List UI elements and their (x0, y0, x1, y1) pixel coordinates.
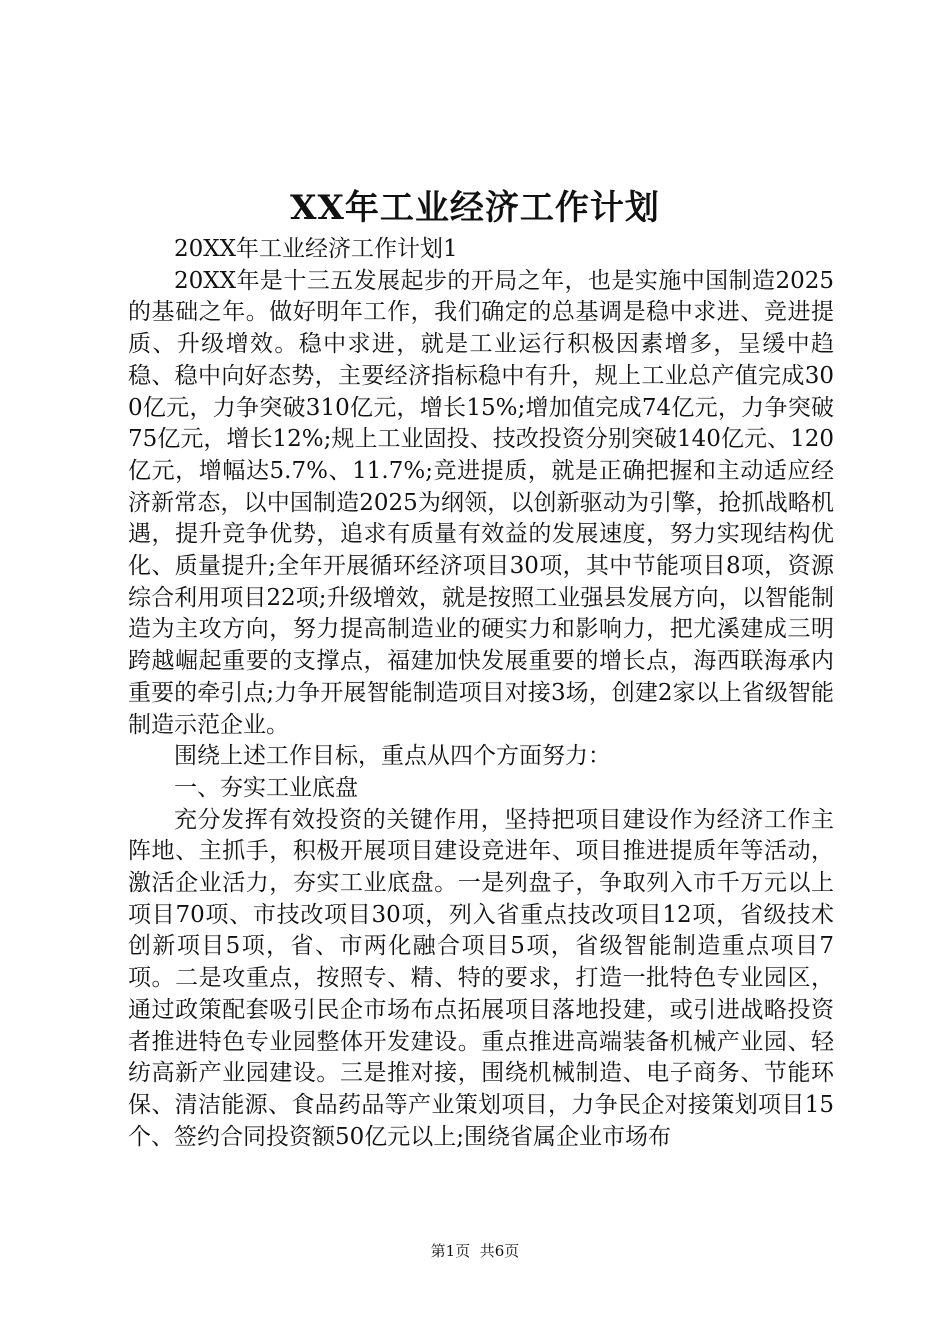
page-footer (0, 1240, 950, 1262)
body-paragraph: 充分发挥有效投资的关键作用，坚持把项目建设作为经济工作主阵地、主抓手，积极开展项目建设竞进年、项目推进提质年等活动，激活企业活力，夯实工业底盘。一是列盘子，争取列入市千万元以上项目70项、市技改项目30项，列入省重点技改项目12项，省级技术创新项目5项，省、市两化融合项目5项，省级智能制造重点项目7项。二是攻重点，按照专、精、特的要求，打造一批特色专业园区，通过政策配套吸引民企市场布点拓展项目落地投建，或引进战略投资者推进特色专业园整体开发建设。重点推进高端装备机械产业园、轻纺高新产业园建设。三是推对接，围绕机械制造、电子商务、节能环保、清洁能源、食品药品等产业策划项目，力争民企对接策划项目15个、签约合同投资额50亿元以上;围绕省属企业市场布 (128, 806, 834, 1150)
page-total: 共6页 (479, 1242, 520, 1260)
section-heading: 20XX年工业经济工作计划1 (174, 236, 458, 262)
body-paragraph: 20XX年是十三五发展起步的开局之年，也是实施中国制造2025的基础之年。做好明年工作，我们确定的总基调是稳中求进、竞进提质、升级增效。稳中求进，就是工业运行积极因素增多，呈缓中趋稳、稳中向好态势，主要经济指标稳中有升，规上工业总产值完成300亿元，力争突破310亿元，增长15%;增加值完成74亿元，力争突破75亿元，增长12%;规上工业固投、技改投资分别突破140亿元、120亿元，增幅达5.7%、11.7%;竞进提质，就是正确把握和主动适应经济新常态，以中国制造2025为纲领，以创新驱动为引擎，抢抓战略机遇，提升竞争优势，追求有质量有效益的发展速度，努力实现结构优化、质量提升;全年开展循环经济项目30项，其中节能项目8项，资源综合利用项目22项;升级增效，就是按照工业强县发展方向，以智能制造为主攻方向，努力提高制造业的硬实力和影响力，把尤溪建成三明跨越崛起重要的支撑点，福建加快发展重要的增长点，海西联海承内重要的牵引点;力争开展智能制造项目对接3场，创建2家以上省级智能制造示范企业。 (128, 267, 834, 738)
body-paragraph: 围绕上述工作目标，重点从四个方面努力： (174, 743, 611, 770)
document-title: XX年工业经济工作计划 (290, 188, 660, 228)
document-body (128, 234, 834, 1153)
section-heading: 一、夯实工业底盘 (174, 774, 358, 801)
page-number: 第1页 (430, 1242, 471, 1260)
